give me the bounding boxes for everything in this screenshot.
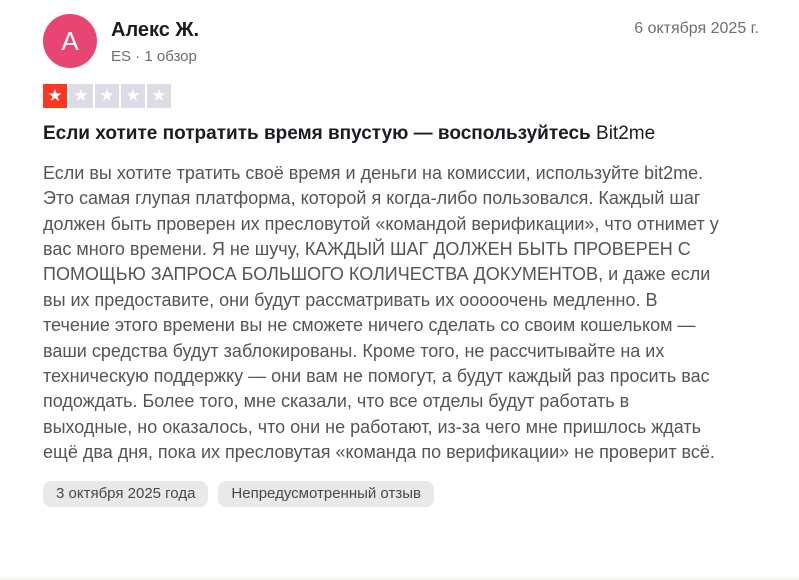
star-icon-active: [43, 84, 67, 108]
star-rating: [43, 84, 759, 108]
review-title: [43, 122, 759, 146]
star-icon-inactive: [147, 84, 171, 108]
review-header: [43, 14, 759, 68]
author-name[interactable]: Алекс Ж.: [111, 19, 200, 41]
experience-date-tag: 3 октября 2025 года: [43, 481, 208, 507]
star-icon-inactive: [121, 84, 145, 108]
review-tags: [43, 481, 759, 507]
review-title-brand: Bit2me: [596, 123, 656, 144]
star-glyph: ★: [125, 85, 141, 105]
author-meta: ES · 1 обзор: [111, 48, 197, 65]
star-icon-inactive: [69, 84, 93, 108]
review-date: 6 октября 2025 г.: [634, 20, 759, 37]
star-glyph: ★: [47, 85, 63, 105]
star-glyph: ★: [151, 85, 167, 105]
avatar[interactable]: [43, 14, 97, 68]
star-glyph: ★: [99, 85, 115, 105]
author-block: [111, 14, 634, 65]
avatar-initial: А: [61, 25, 79, 56]
star-icon-inactive: [95, 84, 119, 108]
star-glyph: ★: [73, 85, 89, 105]
review-title-text: Если хотите потратить время впустую — воспользуйтесь: [43, 123, 597, 144]
unprompted-review-tag: Непредусмотренный отзыв: [218, 481, 434, 507]
review-body: Если вы хотите тратить своё время и деньги на комиссии, используйте bit2me. Это самая глупая платформа, которой я когда-либо пользовался. Каждый шаг должен быть проверен их пресловутой «командой верификации», что отнимет у вас много времени. Я не шучу, КАЖДЫЙ ШАГ ДОЛЖЕН БЫТЬ ПРОВЕРЕН С ПОМОЩЬЮ ЗАПРОСА БОЛЬШОГО КОЛИЧЕСТВА ДОКУМЕНТОВ, и даже если вы их предоставите, они будут рассматривать их ооооочень медленно. В течение этого времени вы не сможете ничего сделать со своим кошельком — ваши средства будут заблокированы. Кроме того, не рассчитывайте на их техническую поддержку — они вам не помогут, а будут каждый раз просить вас подождать. Более того, мне сказали, что все отделы будут работать в выходные, но оказалось, что они не работают, из-за чего мне пришлось ждать ещё два дня, пока их пресловутая «команда по верификации» не проверит всё.: [43, 162, 719, 463]
